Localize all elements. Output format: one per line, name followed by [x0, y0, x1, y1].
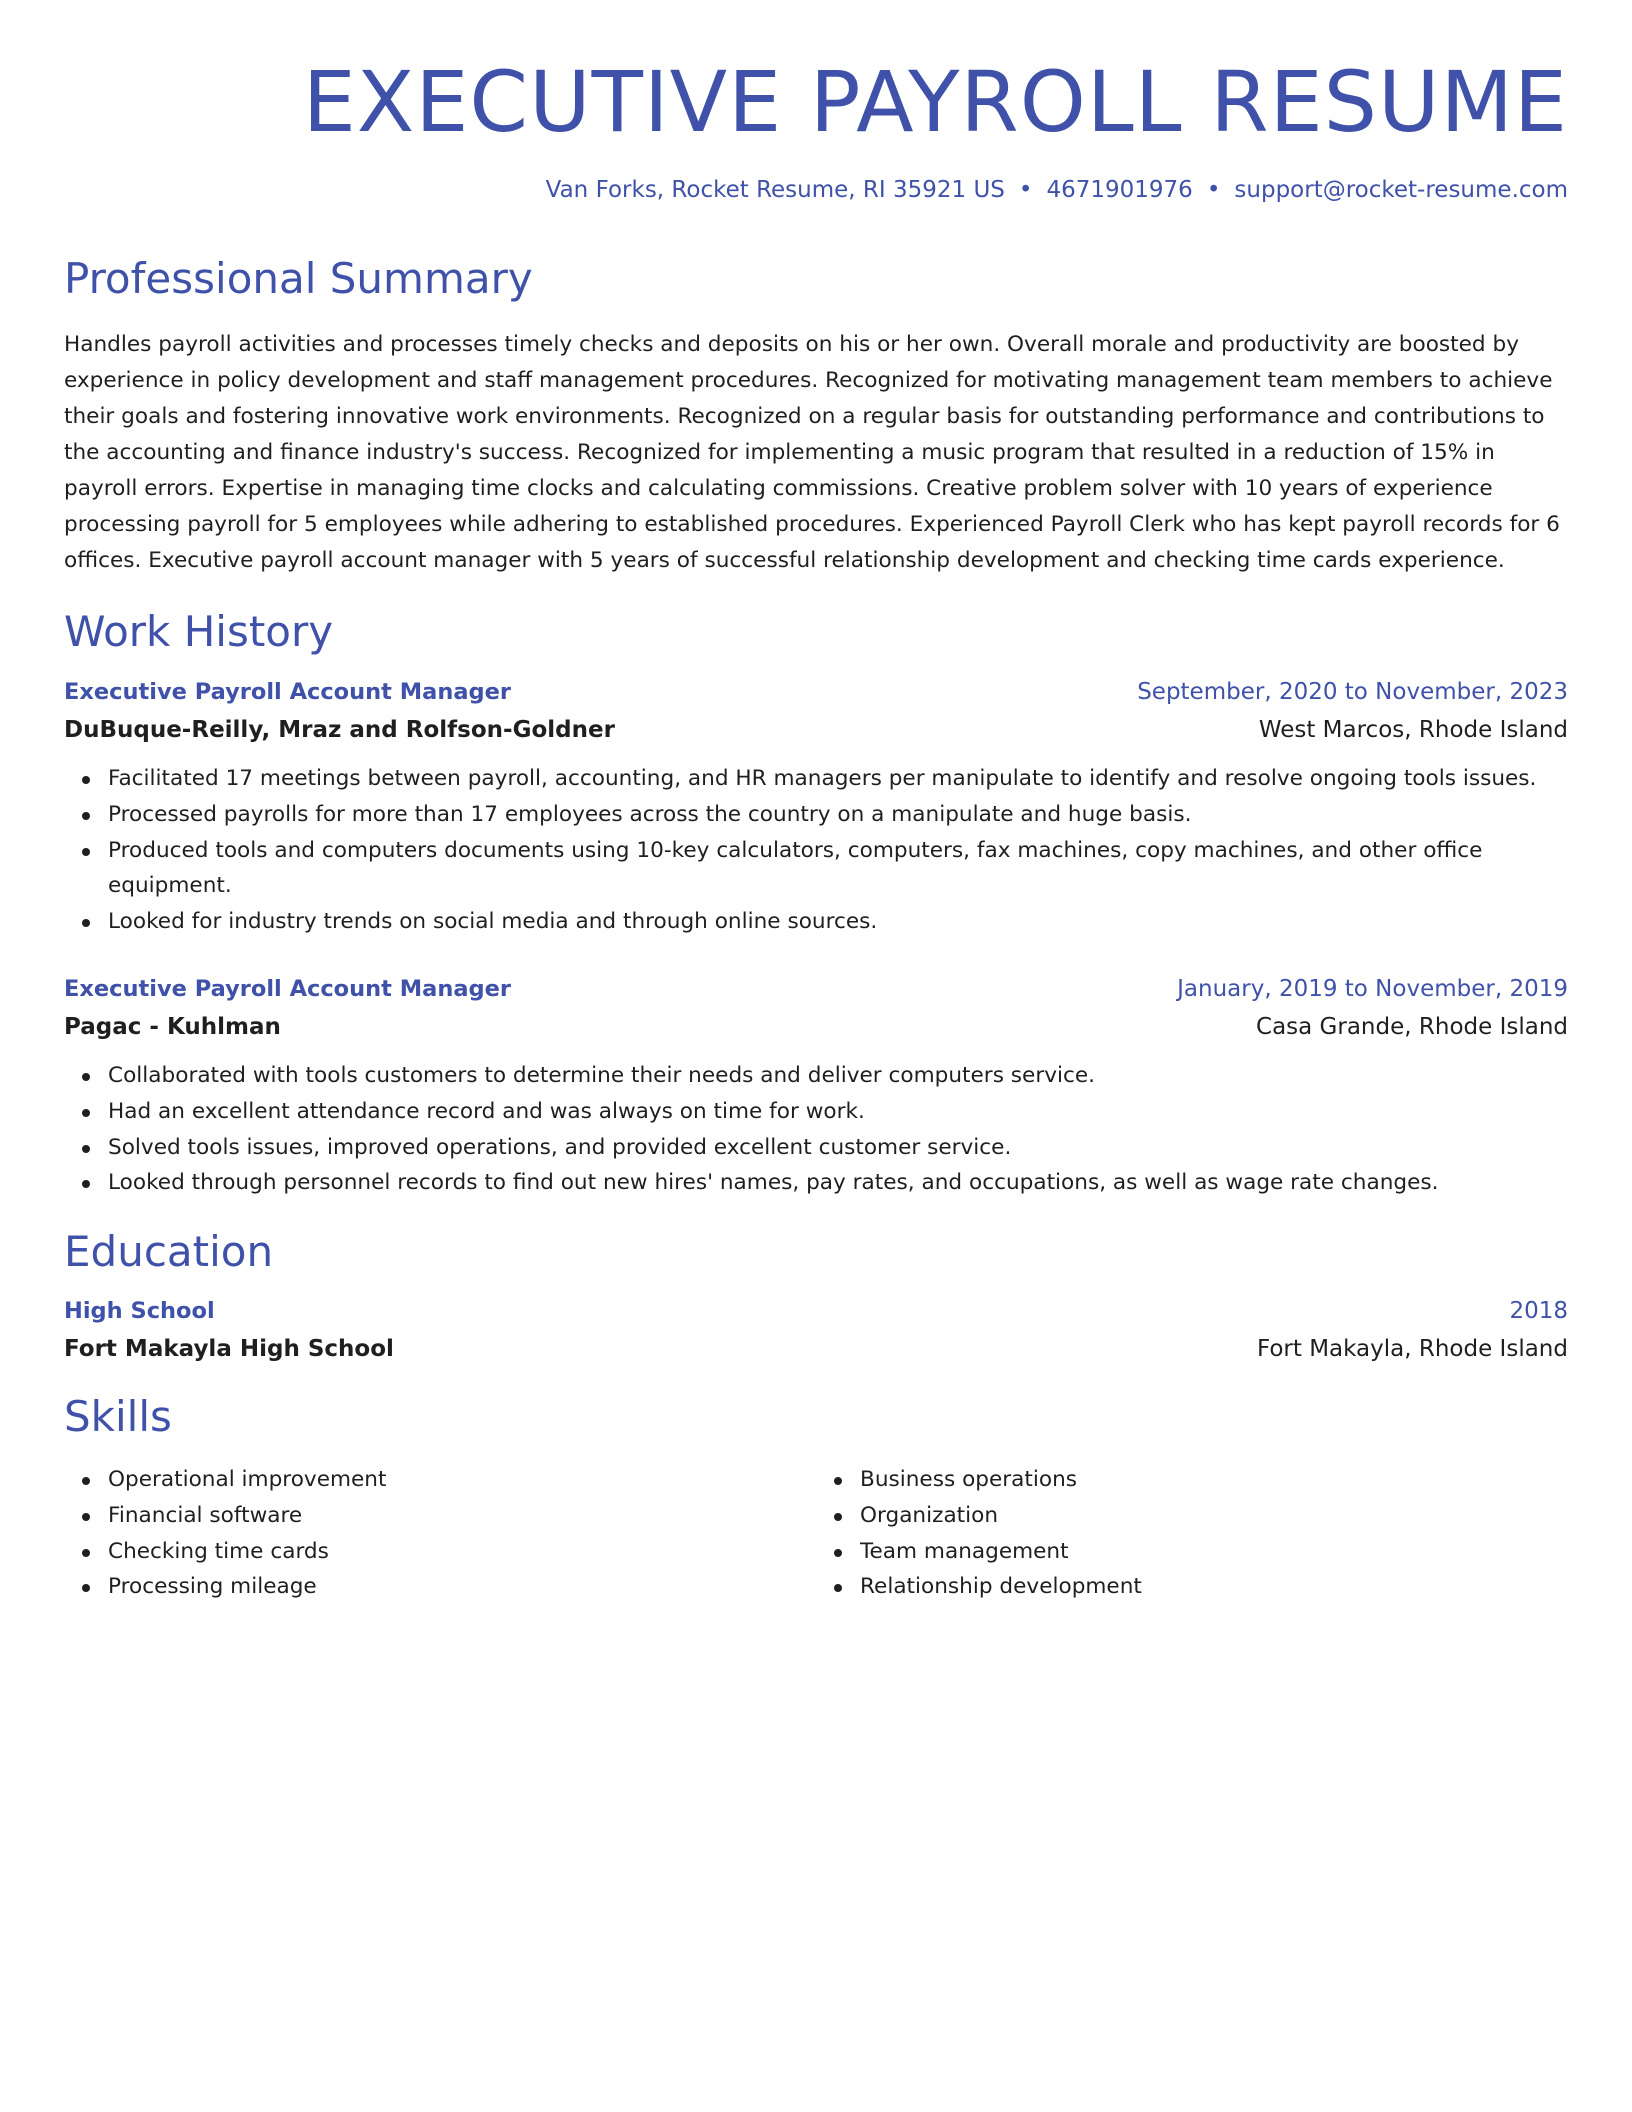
skill-item: Financial software [108, 1498, 816, 1534]
job-duty: Collaborated with tools customers to determine their needs and deliver computers service. [108, 1058, 1568, 1094]
job-header-row [64, 679, 1568, 705]
education-school-row [64, 1336, 1568, 1362]
skills-grid [64, 1462, 1568, 1605]
contact-line [64, 177, 1568, 205]
job-dates: January, 2019 to November, 2019 [1177, 975, 1568, 1002]
skill-item: Team management [860, 1534, 1568, 1570]
skill-item: Relationship development [860, 1569, 1568, 1605]
skills-list-right [816, 1462, 1568, 1605]
education-entry [64, 1298, 1568, 1362]
job-entry [64, 679, 1568, 940]
skill-item: Processing mileage [108, 1569, 816, 1605]
resume-title: EXECUTIVE PAYROLL RESUME [302, 53, 1568, 151]
job-duty: Looked through personnel records to find out new hires' names, pay rates, and occupations, as well as wage rate changes. [108, 1165, 1568, 1201]
job-employer: Pagac - Kuhlman [64, 1013, 281, 1040]
contact-separator: • [1206, 176, 1221, 203]
contact-phone: 4671901976 [1046, 176, 1193, 203]
job-duty: Had an excellent attendance record and was always on time for work. [108, 1094, 1568, 1130]
contact-separator: • [1018, 176, 1033, 203]
work-history-heading: Work History [64, 606, 334, 656]
job-employer: DuBuque-Reilly, Mraz and Rolfson-Goldner [64, 716, 615, 743]
skill-item: Operational improvement [108, 1462, 816, 1498]
job-duty: Processed payrolls for more than 17 employees across the country on a manipulate and huge basis. [108, 797, 1568, 833]
job-employer-row [64, 1014, 1568, 1040]
job-duty: Produced tools and computers documents using 10-key calculators, computers, fax machines, copy machines, and other office equipment. [108, 833, 1568, 905]
job-location: West Marcos, Rhode Island [1258, 716, 1568, 743]
job-duty: Facilitated 17 meetings between payroll, accounting, and HR managers per manipulate to identify and resolve ongoing tools issues. [108, 761, 1568, 797]
education-year: 2018 [1509, 1297, 1568, 1324]
job-entry [64, 976, 1568, 1201]
job-header-row [64, 976, 1568, 1002]
job-location: Casa Grande, Rhode Island [1256, 1013, 1568, 1040]
education-degree: High School [64, 1297, 215, 1324]
contact-email: support@rocket-resume.com [1234, 176, 1568, 203]
job-duty: Solved tools issues, improved operations, and provided excellent customer service. [108, 1130, 1568, 1166]
job-duties-list [64, 761, 1568, 940]
education-heading: Education [64, 1227, 274, 1277]
skill-item: Organization [860, 1498, 1568, 1534]
job-duty: Looked for industry trends on social media and through online sources. [108, 904, 1568, 940]
skill-item: Business operations [860, 1462, 1568, 1498]
skills-heading: Skills [64, 1391, 172, 1441]
education-location: Fort Makayla, Rhode Island [1256, 1335, 1568, 1362]
job-title: Executive Payroll Account Manager [64, 678, 511, 705]
education-header-row [64, 1298, 1568, 1324]
job-duties-list [64, 1058, 1568, 1201]
job-title: Executive Payroll Account Manager [64, 975, 511, 1002]
education-school: Fort Makayla High School [64, 1335, 394, 1362]
skill-item: Checking time cards [108, 1534, 816, 1570]
job-employer-row [64, 717, 1568, 743]
contact-address: Van Forks, Rocket Resume, RI 35921 US [545, 176, 1005, 203]
job-dates: September, 2020 to November, 2023 [1137, 678, 1568, 705]
skills-list-left [64, 1462, 816, 1605]
summary-text: Handles payroll activities and processes timely checks and deposits on his or her own. Overall morale and productivity are boosted by experience in policy development and staff management procedures. Recognized for motivating management team members to achieve their goals and fostering innovative work environments. Recognized on a regular basis for outstanding performance and contributions to the accounting and finance industry's success. Recognized for implementing a music program that resulted in a reduction of 15% in payroll errors. Expertise in managing time clocks and calculating commissions. Creative problem solver with 10 years of experience processing payroll for 5 employees while adhering to established procedures. Experienced Payroll Clerk who has kept payroll records for 6 offices. Executive payroll account manager with 5 years of successful relationship development and checking time cards experience. [64, 331, 1560, 573]
summary-heading: Professional Summary [64, 254, 533, 304]
